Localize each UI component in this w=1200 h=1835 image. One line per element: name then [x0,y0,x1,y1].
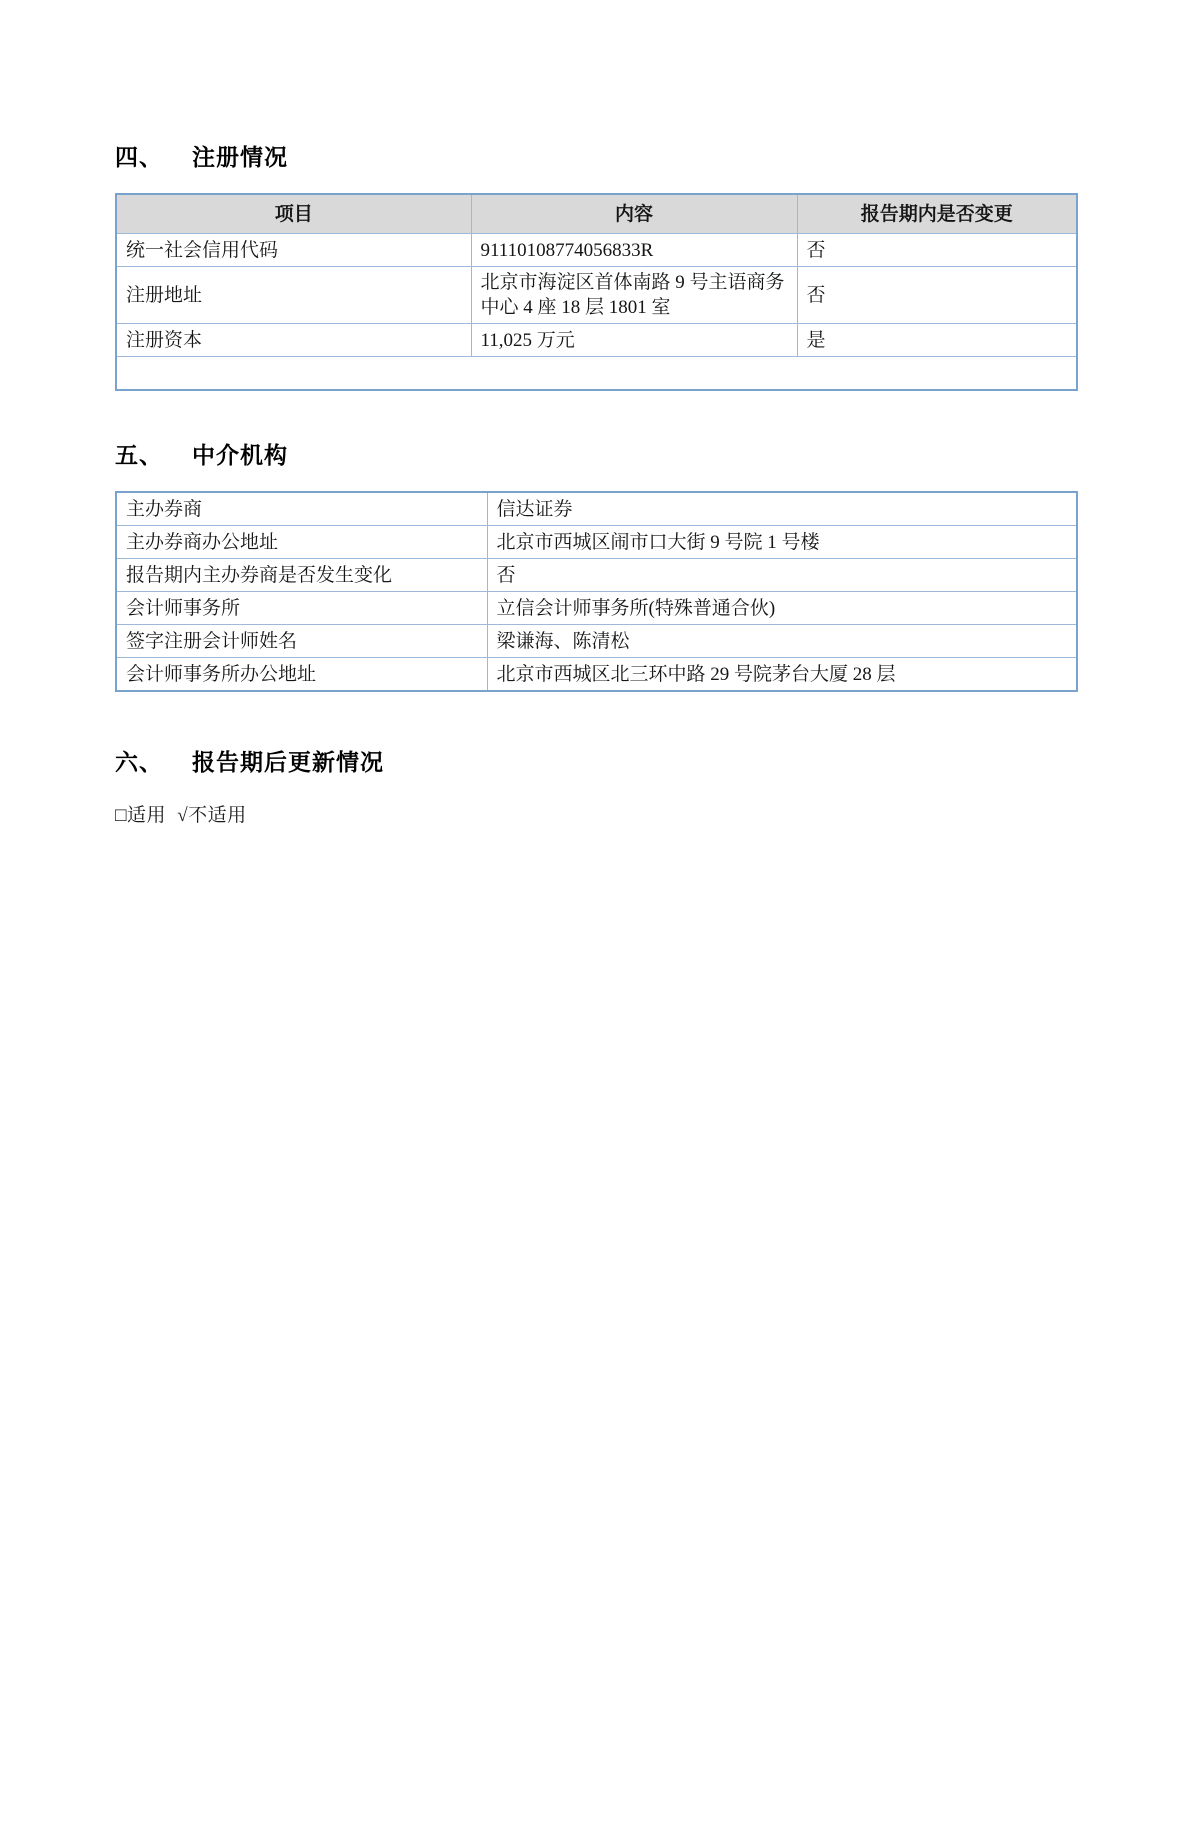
table-row-empty [116,357,1077,391]
table-cell: 统一社会信用代码 [116,234,471,267]
table-cell: 会计师事务所 [116,592,487,625]
registration-table-body [116,234,1077,391]
table-cell: 主办券商办公地址 [116,526,487,559]
table-row [116,526,1077,559]
table-cell: 是 [797,324,1077,357]
table-cell: 否 [487,559,1077,592]
table-row [116,658,1077,692]
table-row [116,592,1077,625]
applicability-line [115,800,1076,827]
table-cell: 报告期内主办券商是否发生变化 [116,559,487,592]
intermediary-table-body [116,492,1077,691]
registration-table-header-row [116,194,1077,234]
table-row [116,234,1077,267]
table-row [116,625,1077,658]
registration-table [115,193,1078,391]
document-page [115,139,1076,827]
table-cell: 注册资本 [116,324,471,357]
section-heading-post-period-update [115,744,1076,777]
checkbox-applicable-option: □适用 [115,805,166,826]
section-heading-intermediaries [115,437,1076,470]
section-number: 五、 [115,442,163,468]
table-cell: 91110108774056833R [471,234,797,267]
table-cell: 信达证券 [487,492,1077,526]
table-cell: 立信会计师事务所(特殊普通合伙) [487,592,1077,625]
table-cell: 否 [797,267,1077,324]
section-title: 注册情况 [192,144,288,170]
table-cell: 否 [797,234,1077,267]
col-header-changed: 报告期内是否变更 [797,194,1077,234]
table-cell: 北京市西城区北三环中路 29 号院茅台大厦 28 层 [487,658,1077,692]
section-heading-registration [115,139,1076,172]
checkmark-not-applicable-option: √不适用 [177,805,247,826]
table-row [116,267,1077,324]
table-cell: 主办券商 [116,492,487,526]
table-cell: 会计师事务所办公地址 [116,658,487,692]
table-cell: 注册地址 [116,267,471,324]
table-row [116,559,1077,592]
table-row [116,492,1077,526]
section-title: 中介机构 [192,442,288,468]
table-cell: 北京市海淀区首体南路 9 号主语商务中心 4 座 18 层 1801 室 [471,267,797,324]
table-cell: 梁谦海、陈清松 [487,625,1077,658]
intermediary-table [115,491,1078,692]
table-row [116,324,1077,357]
table-cell: 北京市西城区闹市口大街 9 号院 1 号楼 [487,526,1077,559]
section-title: 报告期后更新情况 [192,749,384,775]
section-number: 六、 [115,749,163,775]
col-header-content: 内容 [471,194,797,234]
table-cell-empty [116,357,1077,391]
table-cell: 11,025 万元 [471,324,797,357]
table-cell: 签字注册会计师姓名 [116,625,487,658]
col-header-item: 项目 [116,194,471,234]
section-number: 四、 [115,144,163,170]
